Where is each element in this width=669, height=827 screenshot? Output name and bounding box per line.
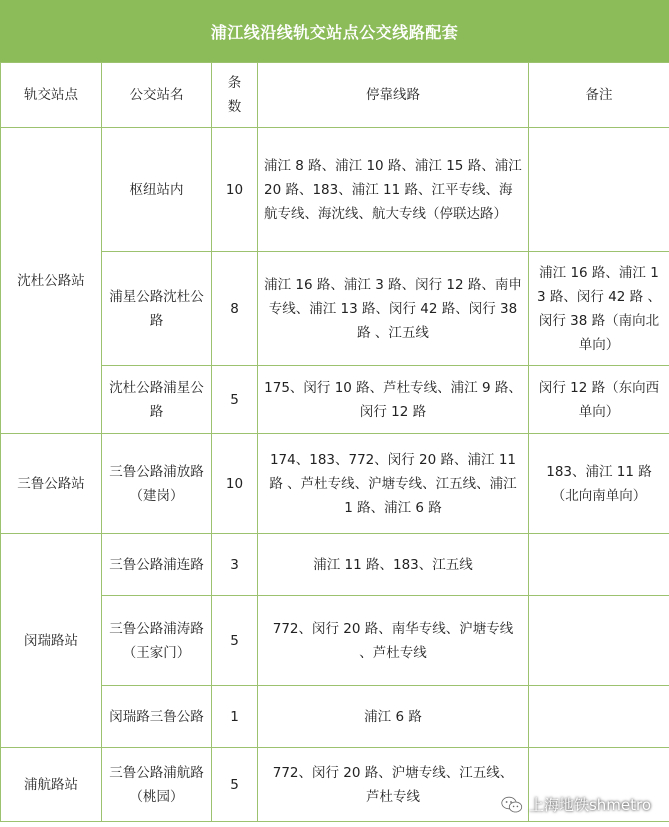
watermark-text: 上海地铁shmetro [528, 796, 651, 814]
count-cell: 1 [212, 686, 258, 748]
stop-cell: 三鲁公路浦涛路（王家门） [102, 596, 212, 686]
count-cell: 3 [212, 534, 258, 596]
lines-cell: 175、闵行 10 路、芦杜专线、浦江 9 路、 闵行 12 路 [258, 366, 529, 434]
note-cell [529, 596, 669, 686]
table-row [1, 128, 669, 252]
stop-cell: 三鲁公路浦航路 （桃园） [102, 748, 212, 822]
watermark [501, 794, 651, 815]
stop-cell: 沈杜公路浦星公路 [102, 366, 212, 434]
lines-cell: 772、闵行 20 路、沪塘专线、江五线、 芦杜专线 [258, 748, 529, 822]
count-cell: 8 [212, 252, 258, 366]
table-row [1, 686, 669, 748]
stop-cell: 闵瑞路三鲁公路 [102, 686, 212, 748]
bus-lines-table [0, 62, 669, 822]
lines-cell: 174、183、772、闵行 20 路、浦江 11 路 、芦杜专线、沪塘专线、江五线、浦江 1 路、浦江 6 路 [258, 434, 529, 534]
header-note: 备注 [529, 63, 669, 128]
note-cell: 闵行 12 路（东向西单向） [529, 366, 669, 434]
lines-cell: 浦江 8 路、浦江 10 路、浦江 15 路、浦江 20 路、183、浦江 11 路、江平专线、海航专线、海沈线、航大专线（停联达路） [258, 128, 529, 252]
lines-cell: 浦江 6 路 [258, 686, 529, 748]
count-cell: 5 [212, 596, 258, 686]
wechat-icon [501, 796, 523, 814]
lines-cell: 浦江 16 路、浦江 3 路、闵行 12 路、南申专线、浦江 13 路、闵行 42 路、闵行 38 路 、江五线 [258, 252, 529, 366]
count-cell: 10 [212, 128, 258, 252]
lines-cell: 浦江 11 路、183、江五线 [258, 534, 529, 596]
lines-cell: 772、闵行 20 路、南华专线、沪塘专线 、芦杜专线 [258, 596, 529, 686]
note-cell [529, 534, 669, 596]
station-cell: 三鲁公路站 [1, 434, 102, 534]
stop-cell: 浦星公路沈杜公路 [102, 252, 212, 366]
station-cell: 闵瑞路站 [1, 534, 102, 748]
table-row [1, 252, 669, 366]
count-cell: 5 [212, 748, 258, 822]
note-cell [529, 686, 669, 748]
stop-cell: 三鲁公路浦连路 [102, 534, 212, 596]
table-title: 浦江线沿线轨交站点公交线路配套 [0, 0, 669, 62]
header-lines: 停靠线路 [258, 63, 529, 128]
header-row [1, 63, 669, 128]
stop-cell: 三鲁公路浦放路 （建岗） [102, 434, 212, 534]
table-row [1, 596, 669, 686]
note-cell [529, 128, 669, 252]
station-cell: 浦航路站 [1, 748, 102, 822]
table-row [1, 366, 669, 434]
header-count: 条数 [212, 63, 258, 128]
table-row [1, 434, 669, 534]
header-station: 轨交站点 [1, 63, 102, 128]
table-row [1, 534, 669, 596]
stop-cell: 枢纽站内 [102, 128, 212, 252]
note-cell: 浦江 16 路、浦江 13 路、闵行 42 路 、闵行 38 路（南向北单向） [529, 252, 669, 366]
station-cell: 沈杜公路站 [1, 128, 102, 434]
header-stop: 公交站名 [102, 63, 212, 128]
count-cell: 10 [212, 434, 258, 534]
count-cell: 5 [212, 366, 258, 434]
note-cell: 183、浦江 11 路（北向南单向） [529, 434, 669, 534]
